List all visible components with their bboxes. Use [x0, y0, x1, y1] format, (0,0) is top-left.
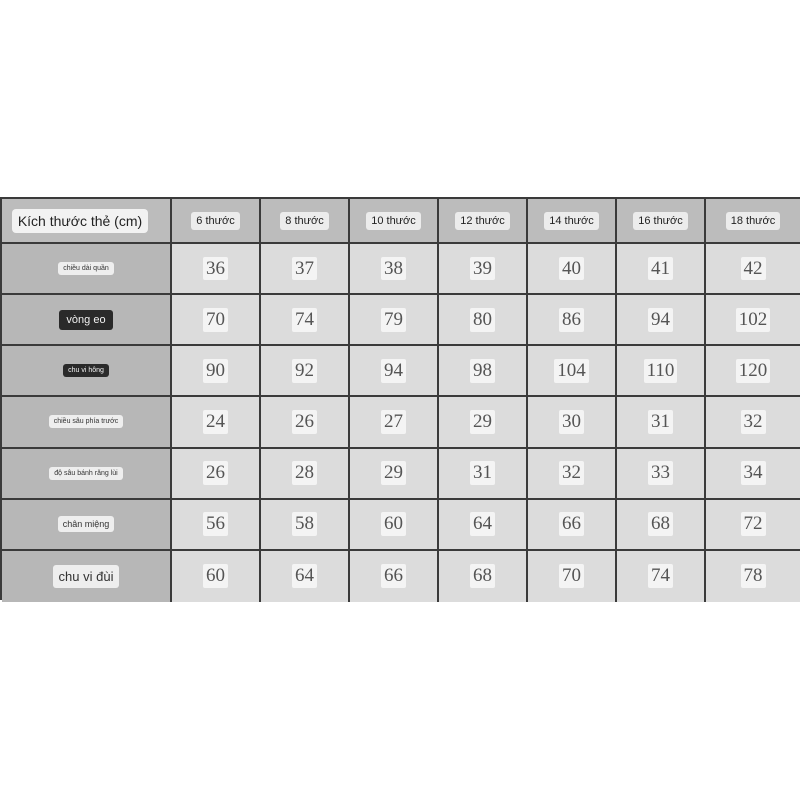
value-cell	[350, 397, 439, 448]
value-cell	[528, 449, 617, 500]
value-cell	[350, 346, 439, 397]
value-cell	[439, 295, 528, 346]
row-label: chiều dài quần	[58, 262, 114, 275]
cell-value: 90	[203, 359, 228, 383]
cell-value: 94	[381, 359, 406, 383]
value-cell	[617, 295, 706, 346]
size-header-label: 12 thước	[455, 212, 510, 230]
value-cell	[172, 244, 261, 295]
cell-value: 80	[470, 308, 495, 332]
size-header-cell	[261, 199, 350, 244]
cell-value: 94	[648, 308, 673, 332]
value-cell	[261, 449, 350, 500]
size-header-label: 16 thước	[633, 212, 688, 230]
value-cell	[350, 551, 439, 602]
cell-value: 78	[741, 564, 766, 588]
row-label-cell	[2, 500, 172, 551]
row-label: vòng eo	[59, 310, 112, 330]
value-cell	[706, 295, 800, 346]
cell-value: 42	[741, 257, 766, 281]
value-cell	[172, 551, 261, 602]
value-cell	[439, 500, 528, 551]
value-cell	[617, 244, 706, 295]
size-header-label: 8 thước	[280, 212, 328, 230]
cell-value: 32	[741, 410, 766, 434]
value-cell	[706, 500, 800, 551]
cell-value: 68	[648, 512, 673, 536]
row-label-cell	[2, 244, 172, 295]
cell-value: 72	[741, 512, 766, 536]
cell-value: 37	[292, 257, 317, 281]
cell-value: 79	[381, 308, 406, 332]
cell-value: 27	[381, 410, 406, 434]
value-cell	[350, 244, 439, 295]
cell-value: 34	[741, 461, 766, 485]
value-cell	[617, 397, 706, 448]
cell-value: 41	[648, 257, 673, 281]
value-cell	[617, 449, 706, 500]
cell-value: 64	[292, 564, 317, 588]
cell-value: 24	[203, 410, 228, 434]
cell-value: 28	[292, 461, 317, 485]
value-cell	[617, 500, 706, 551]
cell-value: 60	[203, 564, 228, 588]
cell-value: 33	[648, 461, 673, 485]
value-cell	[261, 244, 350, 295]
size-header-cell	[350, 199, 439, 244]
row-label: chu vi hông	[63, 364, 109, 377]
value-cell	[706, 551, 800, 602]
cell-value: 58	[292, 512, 317, 536]
cell-value: 31	[648, 410, 673, 434]
cell-value: 68	[470, 564, 495, 588]
cell-value: 74	[292, 308, 317, 332]
corner-header-cell	[2, 199, 172, 244]
cell-value: 110	[644, 359, 678, 383]
value-cell	[528, 244, 617, 295]
cell-value: 92	[292, 359, 317, 383]
value-cell	[528, 500, 617, 551]
cell-value: 39	[470, 257, 495, 281]
cell-value: 66	[381, 564, 406, 588]
cell-value: 29	[381, 461, 406, 485]
value-cell	[350, 500, 439, 551]
size-header-cell	[528, 199, 617, 244]
cell-value: 86	[559, 308, 584, 332]
value-cell	[172, 295, 261, 346]
value-cell	[706, 397, 800, 448]
size-header-cell	[617, 199, 706, 244]
corner-label: Kích thước thẻ (cm)	[12, 209, 148, 233]
row-label-cell	[2, 449, 172, 500]
cell-value: 104	[554, 359, 589, 383]
row-label-cell	[2, 397, 172, 448]
cell-value: 66	[559, 512, 584, 536]
value-cell	[706, 449, 800, 500]
size-header-cell	[172, 199, 261, 244]
row-label: độ sâu bánh răng lùi	[49, 467, 122, 480]
size-header-label: 18 thước	[726, 212, 781, 230]
value-cell	[172, 346, 261, 397]
cell-value: 26	[203, 461, 228, 485]
cell-value: 98	[470, 359, 495, 383]
value-cell	[172, 397, 261, 448]
size-chart-table	[0, 197, 800, 600]
value-cell	[439, 346, 528, 397]
value-cell	[350, 449, 439, 500]
value-cell	[706, 244, 800, 295]
value-cell	[172, 449, 261, 500]
cell-value: 31	[470, 461, 495, 485]
size-header-cell	[439, 199, 528, 244]
row-label: chân miệng	[58, 516, 115, 532]
value-cell	[439, 551, 528, 602]
row-label-cell	[2, 551, 172, 602]
value-cell	[172, 500, 261, 551]
size-header-label: 10 thước	[366, 212, 421, 230]
value-cell	[261, 295, 350, 346]
cell-value: 60	[381, 512, 406, 536]
cell-value: 102	[736, 308, 771, 332]
cell-value: 36	[203, 257, 228, 281]
size-header-label: 6 thước	[191, 212, 239, 230]
cell-value: 74	[648, 564, 673, 588]
cell-value: 26	[292, 410, 317, 434]
cell-value: 64	[470, 512, 495, 536]
value-cell	[439, 397, 528, 448]
cell-value: 70	[203, 308, 228, 332]
value-cell	[261, 551, 350, 602]
value-cell	[706, 346, 800, 397]
cell-value: 32	[559, 461, 584, 485]
value-cell	[439, 449, 528, 500]
cell-value: 70	[559, 564, 584, 588]
size-header-label: 14 thước	[544, 212, 599, 230]
row-label: chiều sâu phía trước	[49, 415, 124, 428]
row-label-cell	[2, 295, 172, 346]
size-header-cell	[706, 199, 800, 244]
cell-value: 38	[381, 257, 406, 281]
value-cell	[528, 346, 617, 397]
value-cell	[439, 244, 528, 295]
row-label-cell	[2, 346, 172, 397]
cell-value: 56	[203, 512, 228, 536]
value-cell	[261, 500, 350, 551]
value-cell	[350, 295, 439, 346]
cell-value: 40	[559, 257, 584, 281]
cell-value: 29	[470, 410, 495, 434]
value-cell	[617, 551, 706, 602]
row-label: chu vi đùi	[53, 565, 120, 588]
value-cell	[528, 295, 617, 346]
value-cell	[528, 397, 617, 448]
value-cell	[528, 551, 617, 602]
cell-value: 120	[736, 359, 771, 383]
value-cell	[261, 397, 350, 448]
value-cell	[617, 346, 706, 397]
value-cell	[261, 346, 350, 397]
cell-value: 30	[559, 410, 584, 434]
